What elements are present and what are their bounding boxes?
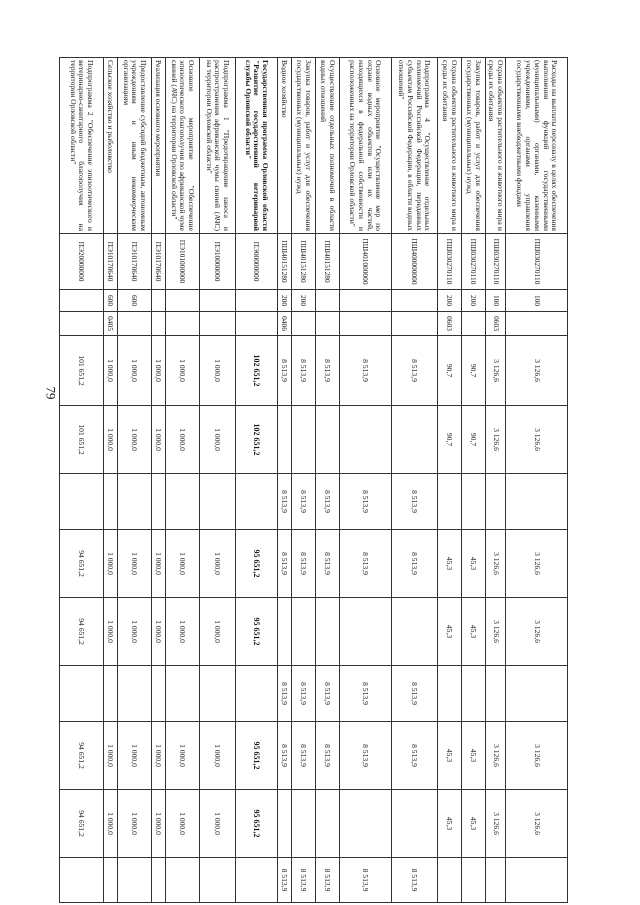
row-amount bbox=[315, 406, 339, 474]
row-amount: 8 513,9 bbox=[315, 474, 339, 530]
table-row bbox=[437, 58, 461, 903]
row-amount bbox=[103, 858, 117, 903]
row-target-code: ПШ400000000 bbox=[391, 234, 437, 290]
row-section-code bbox=[151, 312, 165, 336]
row-amount bbox=[437, 474, 461, 530]
row-amount bbox=[151, 474, 165, 530]
row-section-code bbox=[506, 312, 568, 336]
row-amount bbox=[103, 474, 117, 530]
row-amount: 1 000,0 bbox=[165, 790, 199, 858]
row-section-code bbox=[235, 312, 277, 336]
row-amount: 8 513,9 bbox=[291, 722, 315, 790]
row-amount: 45,3 bbox=[461, 722, 485, 790]
row-amount: 1 000,0 bbox=[151, 530, 165, 598]
row-amount: 8 513,9 bbox=[291, 666, 315, 722]
row-target-code: ПШ030270110 bbox=[506, 234, 568, 290]
row-amount bbox=[277, 790, 291, 858]
row-amount: 94 651,2 bbox=[59, 722, 103, 790]
row-amount: 45,3 bbox=[437, 790, 461, 858]
row-amount: 3 126,6 bbox=[506, 530, 568, 598]
row-amount: 1 000,0 bbox=[199, 406, 235, 474]
row-amount: 8 513,9 bbox=[277, 722, 291, 790]
row-description: Реализация основного мероприятия bbox=[151, 58, 165, 234]
row-amount: 45,3 bbox=[461, 530, 485, 598]
row-amount: 45,3 bbox=[437, 722, 461, 790]
row-amount: 1 000,0 bbox=[117, 530, 151, 598]
row-amount: 1 000,0 bbox=[199, 530, 235, 598]
row-amount: 1 000,0 bbox=[165, 530, 199, 598]
row-target-code: ПЭ10170640 bbox=[151, 234, 165, 290]
table-row bbox=[199, 58, 235, 903]
row-section-code bbox=[165, 312, 199, 336]
row-amount: 1 000,0 bbox=[117, 598, 151, 666]
row-amount bbox=[485, 858, 505, 903]
row-amount: 3 126,6 bbox=[485, 722, 505, 790]
row-amount: 1 000,0 bbox=[103, 722, 117, 790]
row-amount bbox=[391, 406, 437, 474]
row-description: Основное мероприятие "Осуществление мер по охране водных объектов или их частей, находящихся в федеральной собственности и расположенных на территории Орловской области" bbox=[339, 58, 391, 234]
row-amount: 1 000,0 bbox=[103, 406, 117, 474]
row-amount: 8 513,9 bbox=[339, 336, 391, 406]
row-description: Охрана объектов растительного и животного мира и среды их обитания bbox=[485, 58, 505, 234]
budget-table bbox=[59, 57, 568, 903]
row-amount: 1 000,0 bbox=[103, 598, 117, 666]
row-description: Водное хозяйство bbox=[277, 58, 291, 234]
row-amount bbox=[291, 598, 315, 666]
row-amount bbox=[277, 406, 291, 474]
row-amount bbox=[315, 790, 339, 858]
row-amount: 95 651,2 bbox=[235, 598, 277, 666]
row-amount: 1 000,0 bbox=[103, 336, 117, 406]
row-description: Государственная программа Орловской области "Развитие государственной ветеринарной службы Орловской области" bbox=[235, 58, 277, 234]
row-amount: 8 513,9 bbox=[339, 722, 391, 790]
row-amount bbox=[277, 598, 291, 666]
row-expense-type: 200 bbox=[291, 290, 315, 312]
row-expense-type bbox=[315, 290, 339, 312]
row-amount: 90,7 bbox=[461, 336, 485, 406]
row-amount bbox=[506, 666, 568, 722]
row-amount bbox=[165, 858, 199, 903]
row-amount bbox=[506, 474, 568, 530]
row-amount bbox=[391, 790, 437, 858]
row-amount: 45,3 bbox=[461, 598, 485, 666]
row-amount: 8 513,9 bbox=[391, 474, 437, 530]
table-row bbox=[291, 58, 315, 903]
row-amount: 1 000,0 bbox=[103, 790, 117, 858]
row-amount bbox=[391, 598, 437, 666]
row-amount: 8 513,9 bbox=[291, 474, 315, 530]
row-description: Расходы на выплаты персоналу в целях обеспечения выполнения функций государственными (муниципальными) органами, казенными учреждениями, органами управления государственными внебюджетными фондами bbox=[506, 58, 568, 234]
row-target-code: ПШ030270110 bbox=[461, 234, 485, 290]
row-section-code bbox=[391, 312, 437, 336]
row-amount: 45,3 bbox=[461, 790, 485, 858]
row-section-code bbox=[291, 312, 315, 336]
row-expense-type bbox=[339, 290, 391, 312]
row-amount: 94 651,2 bbox=[59, 790, 103, 858]
row-amount: 1 000,0 bbox=[117, 790, 151, 858]
row-amount bbox=[199, 666, 235, 722]
table-row bbox=[461, 58, 485, 903]
row-expense-type: 200 bbox=[277, 290, 291, 312]
row-amount: 1 000,0 bbox=[151, 722, 165, 790]
row-amount: 3 126,6 bbox=[485, 406, 505, 474]
row-description: Закупка товаров, работ и услуг для обеспечения государственных (муниципальных) нужд bbox=[291, 58, 315, 234]
row-amount bbox=[437, 858, 461, 903]
row-amount: 1 000,0 bbox=[151, 406, 165, 474]
row-amount: 94 651,2 bbox=[59, 598, 103, 666]
table-row bbox=[165, 58, 199, 903]
row-amount bbox=[339, 790, 391, 858]
row-amount: 1 000,0 bbox=[117, 722, 151, 790]
row-amount bbox=[59, 474, 103, 530]
row-amount: 8 513,9 bbox=[315, 858, 339, 903]
row-target-code: ПШ40151280 bbox=[291, 234, 315, 290]
row-amount: 8 513,9 bbox=[339, 474, 391, 530]
row-amount bbox=[437, 666, 461, 722]
table-body bbox=[59, 58, 567, 903]
row-amount: 1 000,0 bbox=[151, 598, 165, 666]
row-description: Подпрограмма 1 "Предотвращение заноса и распространения африканской чумы свиней (АЧС) на территории Орловской области" bbox=[199, 58, 235, 234]
row-target-code: ПЭ00000000 bbox=[235, 234, 277, 290]
row-amount: 102 651,2 bbox=[235, 406, 277, 474]
row-amount: 8 513,9 bbox=[391, 336, 437, 406]
row-amount bbox=[291, 790, 315, 858]
row-expense-type bbox=[165, 290, 199, 312]
row-amount: 1 000,0 bbox=[117, 406, 151, 474]
row-amount: 3 126,6 bbox=[506, 598, 568, 666]
row-amount: 102 651,2 bbox=[235, 336, 277, 406]
row-amount bbox=[485, 666, 505, 722]
row-amount bbox=[165, 666, 199, 722]
row-amount: 1 000,0 bbox=[165, 722, 199, 790]
table-row bbox=[117, 58, 151, 903]
row-expense-type: 600 bbox=[117, 290, 151, 312]
row-target-code: ПШ401000000 bbox=[339, 234, 391, 290]
row-amount bbox=[151, 858, 165, 903]
row-amount: 8 513,9 bbox=[391, 666, 437, 722]
table-row bbox=[151, 58, 165, 903]
row-description: Охрана объектов растительного и животного мира и среды их обитания bbox=[437, 58, 461, 234]
row-amount bbox=[339, 598, 391, 666]
row-amount bbox=[199, 858, 235, 903]
row-amount bbox=[235, 858, 277, 903]
row-amount: 8 513,9 bbox=[277, 530, 291, 598]
row-amount: 45,3 bbox=[437, 530, 461, 598]
row-target-code: ПЭ10170640 bbox=[103, 234, 117, 290]
row-target-code: ПЭ101000000 bbox=[165, 234, 199, 290]
row-amount: 8 513,9 bbox=[339, 858, 391, 903]
row-amount: 8 513,9 bbox=[277, 858, 291, 903]
row-amount: 8 513,9 bbox=[391, 530, 437, 598]
row-amount: 8 513,9 bbox=[315, 336, 339, 406]
row-amount: 8 513,9 bbox=[291, 336, 315, 406]
row-amount: 8 513,9 bbox=[315, 722, 339, 790]
row-target-code: ПШ40151280 bbox=[277, 234, 291, 290]
row-amount: 3 126,6 bbox=[485, 598, 505, 666]
row-amount: 8 513,9 bbox=[315, 666, 339, 722]
row-description: Осуществление отдельных полномочий в области водных отношений bbox=[315, 58, 339, 234]
table-row bbox=[506, 58, 568, 903]
row-amount: 8 513,9 bbox=[291, 530, 315, 598]
row-section-code: 0603 bbox=[437, 312, 461, 336]
row-target-code: ПЭ10170640 bbox=[117, 234, 151, 290]
row-description: Сельское хозяйство и рыболовство bbox=[103, 58, 117, 234]
row-section-code: 0405 bbox=[103, 312, 117, 336]
row-target-code: ПЭ20000000 bbox=[59, 234, 103, 290]
row-amount: 95 651,2 bbox=[235, 722, 277, 790]
row-amount: 8 513,9 bbox=[339, 530, 391, 598]
row-expense-type: 100 bbox=[485, 290, 505, 312]
row-section-code bbox=[59, 312, 103, 336]
row-description: Подпрограмма 2 "Обеспечение эпизоотического и ветеринарно-санитарного благополучия на территории Орловской области" bbox=[59, 58, 103, 234]
row-amount: 1 000,0 bbox=[199, 790, 235, 858]
row-amount: 1 000,0 bbox=[199, 336, 235, 406]
row-amount: 95 651,2 bbox=[235, 790, 277, 858]
row-amount: 8 513,9 bbox=[339, 666, 391, 722]
row-amount: 101 651,2 bbox=[59, 336, 103, 406]
row-amount: 94 651,2 bbox=[59, 530, 103, 598]
row-description: Подпрограмма 4 "Осуществление отдельных полномочий Российской Федерации, переданных субъектам Российской Федерации, в области водных отношений" bbox=[391, 58, 437, 234]
row-amount: 1 000,0 bbox=[165, 598, 199, 666]
row-amount: 3 126,6 bbox=[506, 722, 568, 790]
row-expense-type: 200 bbox=[437, 290, 461, 312]
table-row bbox=[391, 58, 437, 903]
row-amount bbox=[199, 474, 235, 530]
row-amount: 3 126,6 bbox=[485, 790, 505, 858]
row-expense-type bbox=[151, 290, 165, 312]
row-amount: 95 651,2 bbox=[235, 530, 277, 598]
row-amount bbox=[485, 474, 505, 530]
row-expense-type: 200 bbox=[461, 290, 485, 312]
row-amount bbox=[291, 406, 315, 474]
row-amount: 8 513,9 bbox=[291, 858, 315, 903]
table-row bbox=[235, 58, 277, 903]
row-amount: 8 513,9 bbox=[277, 336, 291, 406]
row-section-code: 0603 bbox=[485, 312, 505, 336]
row-amount: 3 126,6 bbox=[485, 530, 505, 598]
row-amount bbox=[165, 474, 199, 530]
row-amount: 1 000,0 bbox=[151, 790, 165, 858]
row-amount bbox=[117, 858, 151, 903]
table-row bbox=[339, 58, 391, 903]
row-amount: 3 126,6 bbox=[506, 790, 568, 858]
page-number: 79 bbox=[43, 386, 59, 400]
table-row bbox=[315, 58, 339, 903]
row-amount bbox=[117, 474, 151, 530]
row-amount bbox=[506, 858, 568, 903]
row-target-code: ПЭ10000000 bbox=[199, 234, 235, 290]
row-section-code bbox=[117, 312, 151, 336]
row-amount bbox=[103, 666, 117, 722]
row-expense-type: 100 bbox=[506, 290, 568, 312]
row-amount: 1 000,0 bbox=[165, 406, 199, 474]
row-amount bbox=[461, 858, 485, 903]
row-target-code: ПШ40151280 bbox=[315, 234, 339, 290]
table-row bbox=[485, 58, 505, 903]
row-amount: 8 513,9 bbox=[277, 474, 291, 530]
row-amount: 1 000,0 bbox=[117, 336, 151, 406]
row-expense-type bbox=[235, 290, 277, 312]
row-amount: 45,3 bbox=[437, 598, 461, 666]
row-description: Предоставление субсидий бюджетным, автономным учреждениям и иным некоммерческим организациям bbox=[117, 58, 151, 234]
row-amount bbox=[461, 474, 485, 530]
row-amount bbox=[117, 666, 151, 722]
row-amount: 90,7 bbox=[437, 406, 461, 474]
row-section-code bbox=[339, 312, 391, 336]
row-target-code: ПШ030270110 bbox=[485, 234, 505, 290]
row-amount bbox=[59, 858, 103, 903]
row-amount: 8 513,9 bbox=[391, 858, 437, 903]
row-amount: 3 126,6 bbox=[506, 406, 568, 474]
row-amount: 8 513,9 bbox=[315, 530, 339, 598]
row-amount bbox=[151, 666, 165, 722]
row-amount bbox=[235, 474, 277, 530]
row-amount: 8 513,9 bbox=[391, 722, 437, 790]
row-amount bbox=[59, 666, 103, 722]
row-description: Закупка товаров, работ и услуг для обеспечения государственных (муниципальных) нужд bbox=[461, 58, 485, 234]
row-amount: 3 126,6 bbox=[506, 336, 568, 406]
row-amount: 8 513,9 bbox=[277, 666, 291, 722]
row-amount: 90,7 bbox=[437, 336, 461, 406]
row-amount: 1 000,0 bbox=[165, 336, 199, 406]
row-amount: 3 126,6 bbox=[485, 336, 505, 406]
row-amount: 101 651,2 bbox=[59, 406, 103, 474]
row-expense-type bbox=[391, 290, 437, 312]
row-amount bbox=[339, 406, 391, 474]
row-expense-type: 600 bbox=[103, 290, 117, 312]
row-section-code: 0406 bbox=[277, 312, 291, 336]
row-amount: 1 000,0 bbox=[199, 722, 235, 790]
table-row bbox=[103, 58, 117, 903]
row-amount: 1 000,0 bbox=[103, 530, 117, 598]
row-target-code: ПШ030270110 bbox=[437, 234, 461, 290]
row-amount: 1 000,0 bbox=[151, 336, 165, 406]
row-expense-type bbox=[199, 290, 235, 312]
rotated-table-area bbox=[58, 0, 568, 905]
row-amount bbox=[461, 666, 485, 722]
row-section-code bbox=[199, 312, 235, 336]
table-row bbox=[59, 58, 103, 903]
row-amount bbox=[315, 598, 339, 666]
row-amount bbox=[235, 666, 277, 722]
row-amount: 90,7 bbox=[461, 406, 485, 474]
row-description: Основное мероприятие "Обеспечение эпизоотического благополучия по африканской чуме свиней (АЧС) на территории Орловской области" bbox=[165, 58, 199, 234]
table-row bbox=[277, 58, 291, 903]
row-amount: 1 000,0 bbox=[199, 598, 235, 666]
row-section-code bbox=[461, 312, 485, 336]
row-section-code bbox=[315, 312, 339, 336]
row-expense-type bbox=[59, 290, 103, 312]
